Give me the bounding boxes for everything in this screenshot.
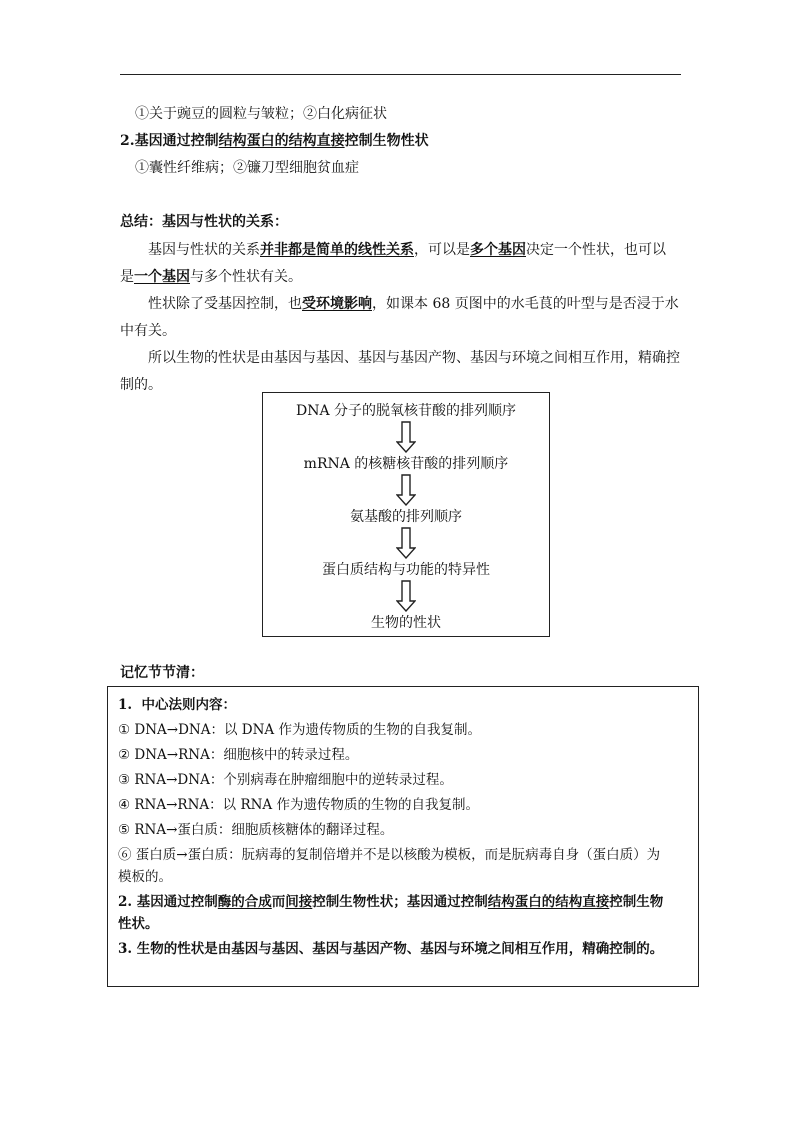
memory-line: ③ RNA→DNA：个别病毒在肿瘤细胞中的逆转录过程。: [118, 772, 453, 788]
summary-para3-line1: 所以生物的性状是由基因与基因、基因与基因产物、基因与环境之间相互作用，精确控: [148, 350, 680, 366]
summary-para1-line1: 基因与性状的关系并非都是简单的线性关系，可以是多个基因决定一个性状，也可以: [148, 242, 666, 258]
flow-step-5: 生物的性状: [371, 615, 441, 631]
memory-line: ② DNA→RNA：细胞核中的转录过程。: [118, 747, 359, 763]
memory-line: ⑤ RNA→蛋白质：细胞质核糖体的翻译过程。: [118, 822, 394, 838]
down-arrow-icon: [396, 474, 416, 506]
summary-para2-line2: 中有关。: [120, 323, 176, 339]
flow-step-3: 氨基酸的排列顺序: [350, 509, 462, 525]
flow-step-4: 蛋白质结构与功能的特异性: [322, 562, 490, 578]
down-arrow-icon: [396, 580, 416, 612]
memory-line: ⑥ 蛋白质→蛋白质：朊病毒的复制倍增并不是以核酸为模板，而是朊病毒自身（蛋白质）为: [118, 847, 661, 863]
heading-2: 2.基因通过控制结构蛋白的结构直接控制生物性状: [120, 133, 429, 149]
memory-item1-title: 1. 中心法则内容：: [118, 697, 236, 713]
examples-enzyme: ①关于豌豆的圆粒与皱粒；②白化病征状: [135, 106, 387, 122]
summary-para2-line1: 性状除了受基因控制，也受环境影响，如课本 68 页图中的水毛茛的叶型与是否浸于水: [148, 296, 679, 312]
memory-line: ① DNA→DNA：以 DNA 作为遗传物质的生物的自我复制。: [118, 722, 481, 738]
down-arrow-icon: [396, 421, 416, 453]
memory-title: 记忆节节清：: [120, 665, 204, 681]
memory-box: [107, 686, 699, 987]
memory-item3: 3. 生物的性状是由基因与基因、基因与基因产物、基因与环境之间相互作用，精确控制的。: [118, 941, 664, 957]
flow-step-1: DNA 分子的脱氧核苷酸的排列顺序: [295, 403, 517, 419]
summary-para3-line2: 制的。: [120, 377, 162, 393]
down-arrow-icon: [396, 527, 416, 559]
examples-structure: ①囊性纤维病；②镰刀型细胞贫血症: [135, 160, 359, 176]
header-rule: [120, 74, 681, 75]
summary-para1-line2: 是一个基因与多个性状有关。: [120, 269, 302, 285]
flow-step-2: mRNA 的核糖核苷酸的排列顺序: [303, 456, 509, 472]
memory-line: 模板的。: [118, 869, 172, 885]
memory-item2-line2: 性状。: [118, 916, 159, 932]
memory-item2-line1: 2. 基因通过控制酶的合成而间接控制生物性状；基因通过控制结构蛋白的结构直接控制生物: [118, 894, 664, 910]
memory-line: ④ RNA→RNA：以 RNA 作为遗传物质的生物的自我复制。: [118, 797, 479, 813]
summary-title: 总结：基因与性状的关系：: [120, 214, 288, 230]
flow-diagram: [262, 392, 550, 637]
